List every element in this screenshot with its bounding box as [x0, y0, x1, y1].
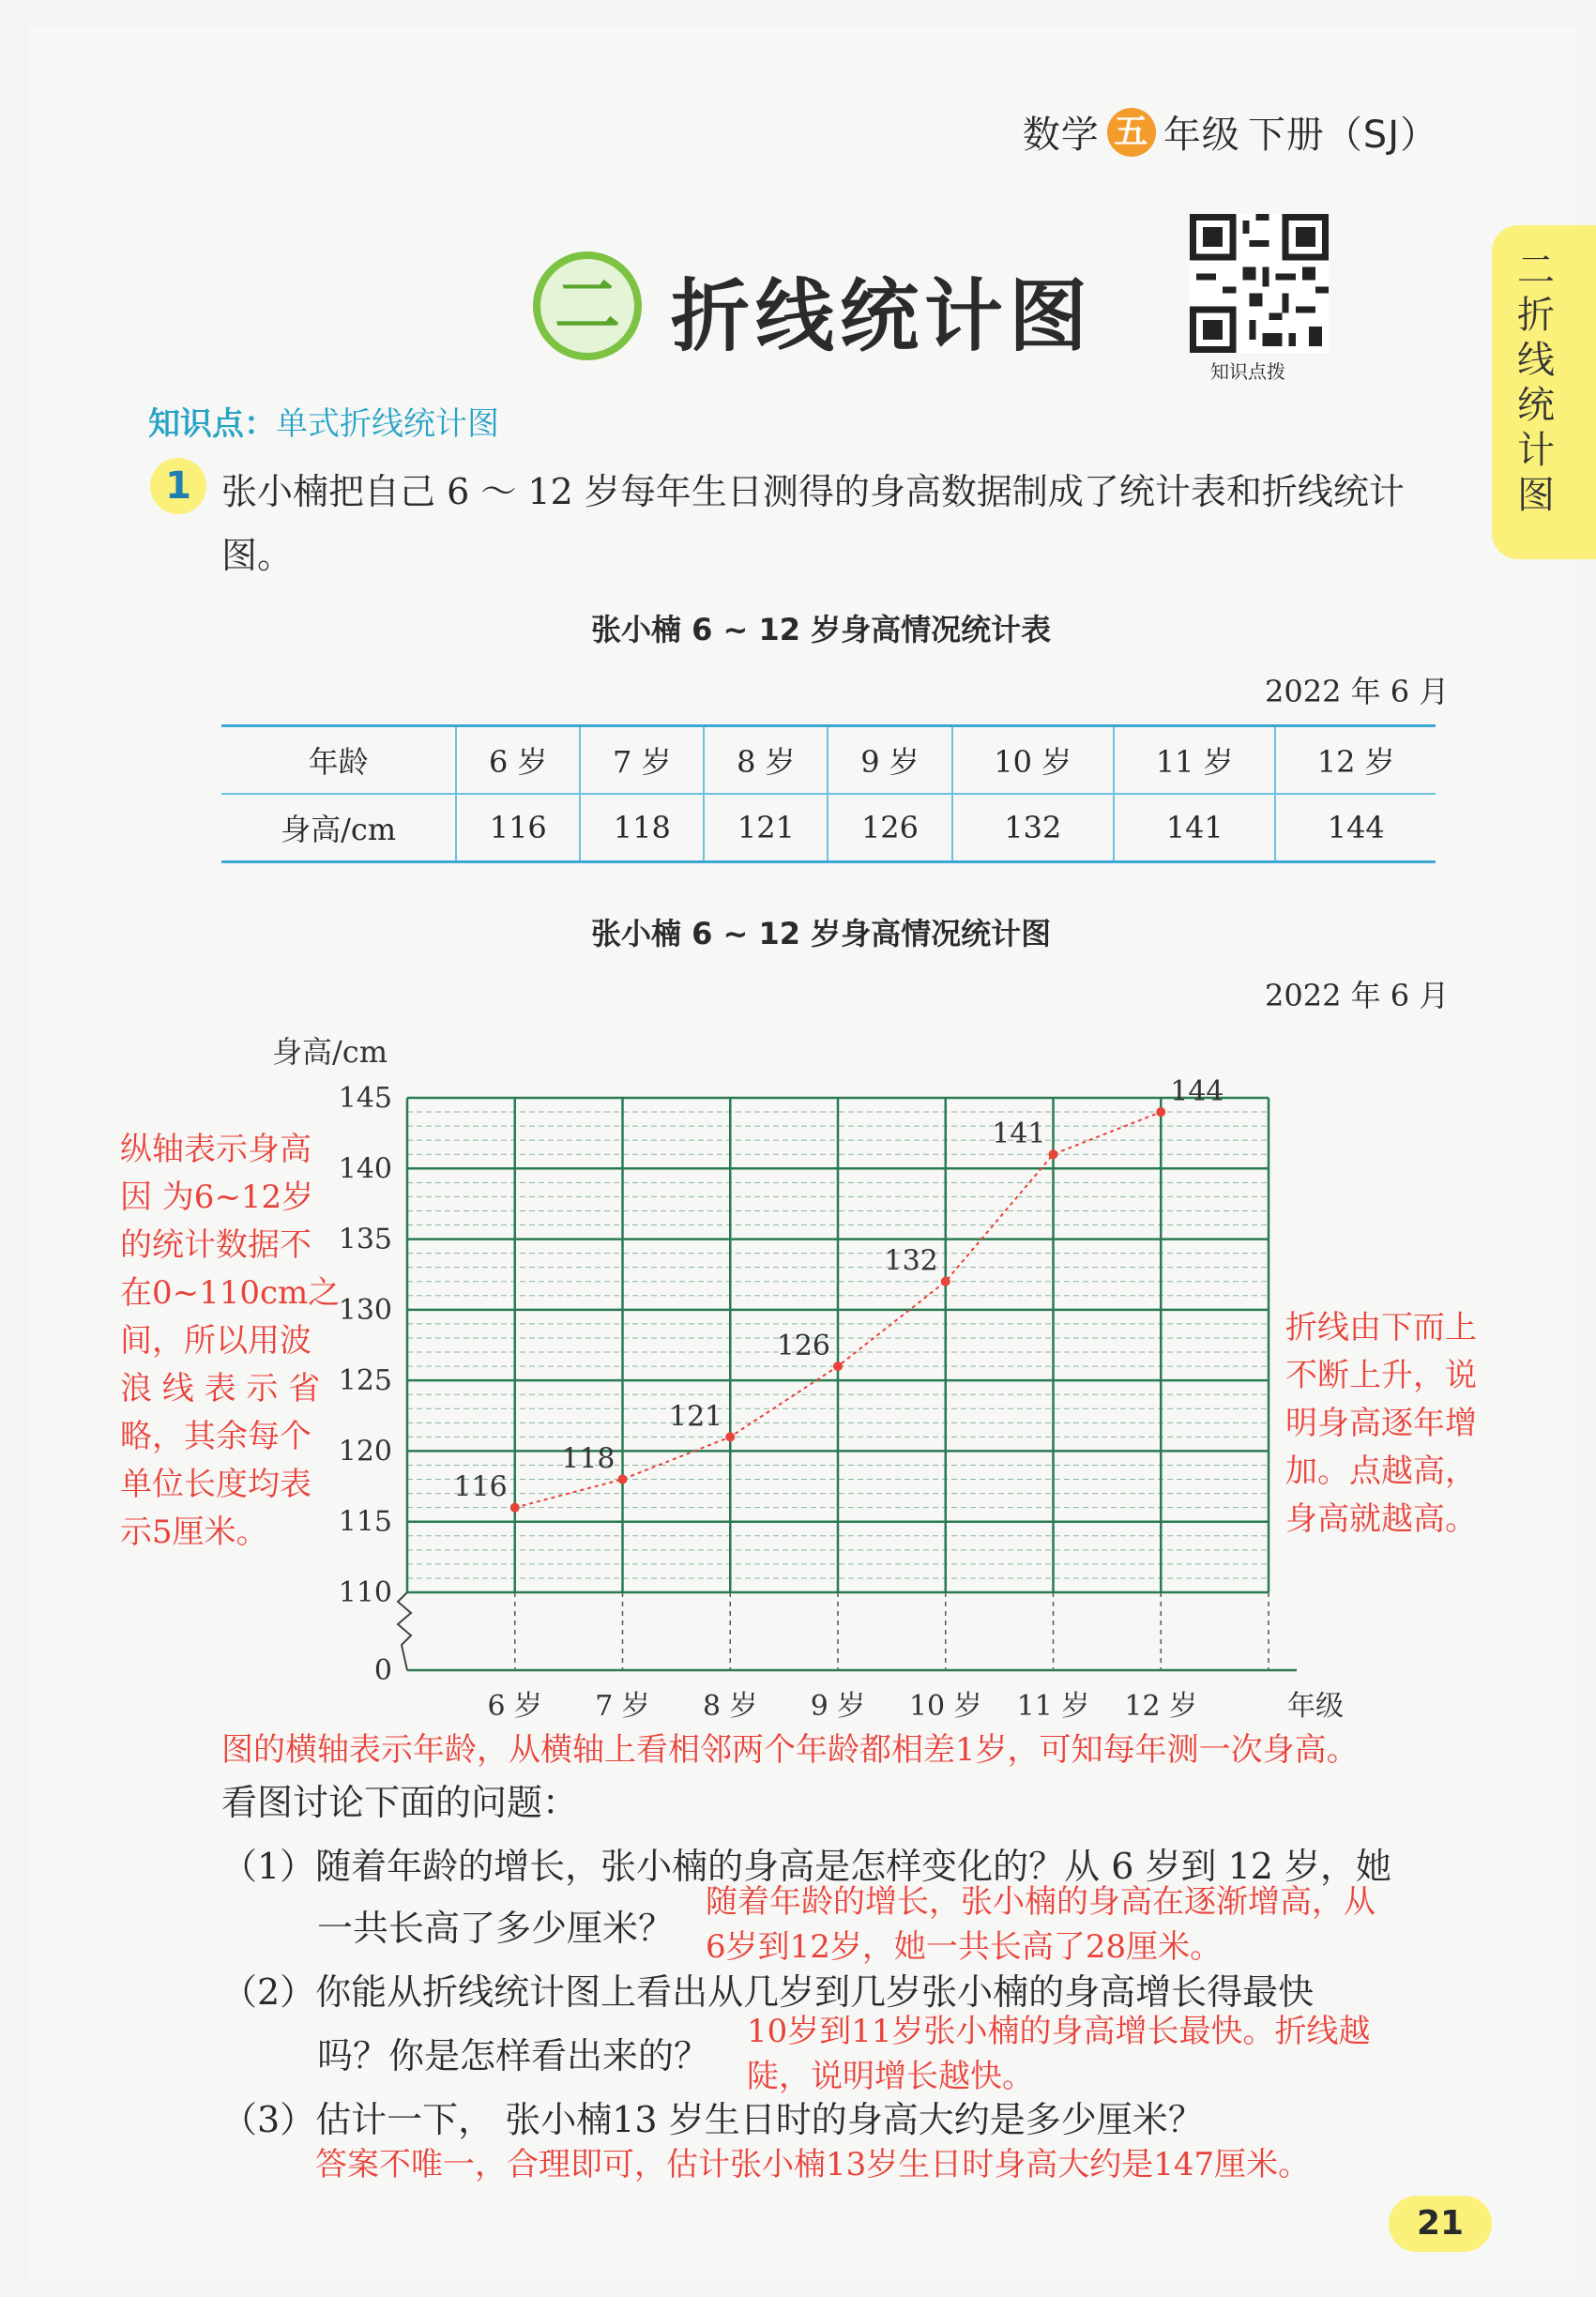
q1-line2: 一共长高了多少厘米？ — [317, 1908, 675, 1949]
y-tick-label: 0 — [373, 1654, 392, 1687]
q2-line1: （2）你能从折线统计图上看出从几岁到几岁张小楠的身高增长得最快 — [221, 1971, 1315, 2013]
right-annotation-line: 折线由下而上 — [1285, 1309, 1477, 1346]
data-label: 132 — [884, 1244, 938, 1278]
table-header-cell: 8 岁 — [704, 726, 828, 795]
chart-date: 2022 年 6 月 — [1265, 978, 1450, 1013]
answer-2-line1: 10岁到11岁张小楠的身高增长最快。折线越 — [747, 2013, 1371, 2050]
left-annotation-line: 的统计数据不 — [120, 1226, 312, 1264]
qr-label: 知识点拨 — [1210, 360, 1285, 383]
table-header-cell: 年龄 — [221, 726, 456, 795]
axis-break-wave — [398, 1592, 411, 1670]
side-tab-label: 二 折线统计图 — [1517, 249, 1555, 517]
data-point — [1049, 1149, 1058, 1159]
x-tick-label: 12 岁 — [1124, 1690, 1198, 1723]
left-annotation-line: 略，其余每个 — [120, 1418, 312, 1455]
y-tick-label: 140 — [338, 1152, 392, 1186]
question-text: 张小楠把自己 6 ～ 12 岁每年生日测得的身高数据制成了统计表和折线统计图。 — [221, 471, 1405, 576]
data-point — [725, 1432, 735, 1441]
table-header-cell: 7 岁 — [580, 726, 704, 795]
x-tick-label: 8 岁 — [702, 1690, 758, 1723]
answer-1-line1: 随着年龄的增长，张小楠的身高在逐渐增高，从 — [706, 1883, 1376, 1921]
knowledge-topic: 单式折线统计图 — [276, 405, 499, 443]
table-cell: 141 — [1114, 794, 1275, 862]
grade-number-badge: 五 — [1107, 108, 1156, 157]
x-tick-label: 11 岁 — [1016, 1690, 1090, 1723]
q2-line2: 吗？你是怎样看出来的？ — [317, 2035, 710, 2076]
bottom-annotation: 图的横轴表示年龄，从横轴上看相邻两个年龄都相差1岁，可知每年测一次身高。 — [221, 1731, 1359, 1769]
table-header-cell: 9 岁 — [828, 726, 951, 795]
table-header-cell: 6 岁 — [456, 726, 580, 795]
table-header-cell: 10 岁 — [952, 726, 1114, 795]
data-label: 116 — [453, 1470, 508, 1504]
knowledge-label: 知识点： — [148, 405, 276, 443]
x-tick-label: 9 岁 — [810, 1690, 866, 1723]
left-annotation-line: 间，所以用波 — [120, 1322, 312, 1360]
x-axis-label: 年级 — [1287, 1690, 1344, 1723]
left-annotation-line: 单位长度均表 — [120, 1466, 312, 1503]
header-grade: 年级 — [1163, 114, 1240, 157]
table-date: 2022 年 6 月 — [1265, 674, 1450, 709]
y-tick-label: 130 — [338, 1293, 392, 1327]
right-annotation-line: 身高就越高。 — [1285, 1500, 1477, 1538]
data-label: 126 — [776, 1330, 830, 1363]
table-cell: 118 — [580, 794, 704, 862]
question-number: 1 — [150, 458, 206, 514]
y-tick-label: 135 — [338, 1223, 392, 1256]
header-volume: 下册（SJ） — [1247, 114, 1438, 157]
y-tick-label: 115 — [338, 1505, 392, 1539]
data-point — [510, 1503, 520, 1513]
table-cell: 144 — [1275, 794, 1436, 862]
left-annotation-line: 在0~110cm之 — [120, 1274, 341, 1312]
x-tick-label: 6 岁 — [487, 1690, 543, 1723]
y-tick-label: 145 — [338, 1082, 392, 1115]
discussion-prompt: 看图讨论下面的问题： — [221, 1782, 579, 1823]
right-annotation-line: 明身高逐年增 — [1285, 1405, 1477, 1442]
chapter-title: 折线统计图 — [671, 270, 1094, 362]
q1-line1: （1）随着年龄的增长，张小楠的身高是怎样变化的？从 6 岁到 12 岁，她 — [221, 1846, 1392, 1887]
right-annotation — [1285, 1304, 1511, 1544]
right-annotation-line: 加。点越高， — [1285, 1453, 1477, 1490]
data-point — [1156, 1107, 1165, 1117]
data-point — [618, 1475, 628, 1484]
q3: （3）估计一下， 张小楠13 岁生日时的身高大约是多少厘米？ — [221, 2099, 1204, 2140]
left-annotation-line: 纵轴表示身高 — [120, 1131, 312, 1168]
y-axis-label: 身高/cm — [272, 1034, 388, 1070]
y-tick-label: 125 — [338, 1364, 392, 1398]
answer-1-line2: 6岁到12岁，她一共长高了28厘米。 — [706, 1928, 1223, 1966]
data-label: 144 — [1170, 1075, 1224, 1109]
table-cell: 132 — [952, 794, 1114, 862]
header-subject: 数学 — [1022, 114, 1100, 157]
right-annotation-line: 不断上升，说 — [1285, 1357, 1477, 1394]
table-cell: 116 — [456, 794, 580, 862]
page-number: 21 — [1389, 2196, 1492, 2252]
chart-caption: 张小楠 6 ~ 12 岁身高情况统计图 — [591, 916, 1052, 951]
answer-2-line2: 陡，说明增长越快。 — [747, 2058, 1034, 2095]
left-annotation-line: 示5厘米。 — [120, 1514, 268, 1551]
answer-3: 答案不唯一，合理即可，估计张小楠13岁生日时身高大约是147厘米。 — [315, 2146, 1311, 2183]
data-point — [833, 1361, 843, 1371]
left-annotation-line: 浪 线 表 示 省 — [120, 1370, 321, 1407]
chapter-number-badge: 二 — [533, 251, 642, 360]
table-cell: 身高/cm — [221, 794, 456, 862]
left-annotation — [120, 1126, 345, 1557]
data-label: 118 — [561, 1442, 616, 1476]
table-cell: 121 — [704, 794, 828, 862]
data-label: 121 — [668, 1400, 723, 1434]
left-annotation-line: 因 为6~12岁 — [120, 1179, 314, 1216]
data-point — [941, 1277, 950, 1286]
y-tick-label: 120 — [338, 1435, 392, 1468]
y-tick-label: 110 — [338, 1576, 392, 1609]
table-cell: 126 — [828, 794, 951, 862]
table-caption: 张小楠 6 ~ 12 岁身高情况统计表 — [591, 612, 1052, 647]
data-label: 141 — [992, 1118, 1046, 1151]
x-tick-label: 10 岁 — [908, 1690, 982, 1723]
table-header-cell: 11 岁 — [1114, 726, 1275, 795]
table-header-cell: 12 岁 — [1275, 726, 1436, 795]
x-tick-label: 7 岁 — [595, 1690, 650, 1723]
